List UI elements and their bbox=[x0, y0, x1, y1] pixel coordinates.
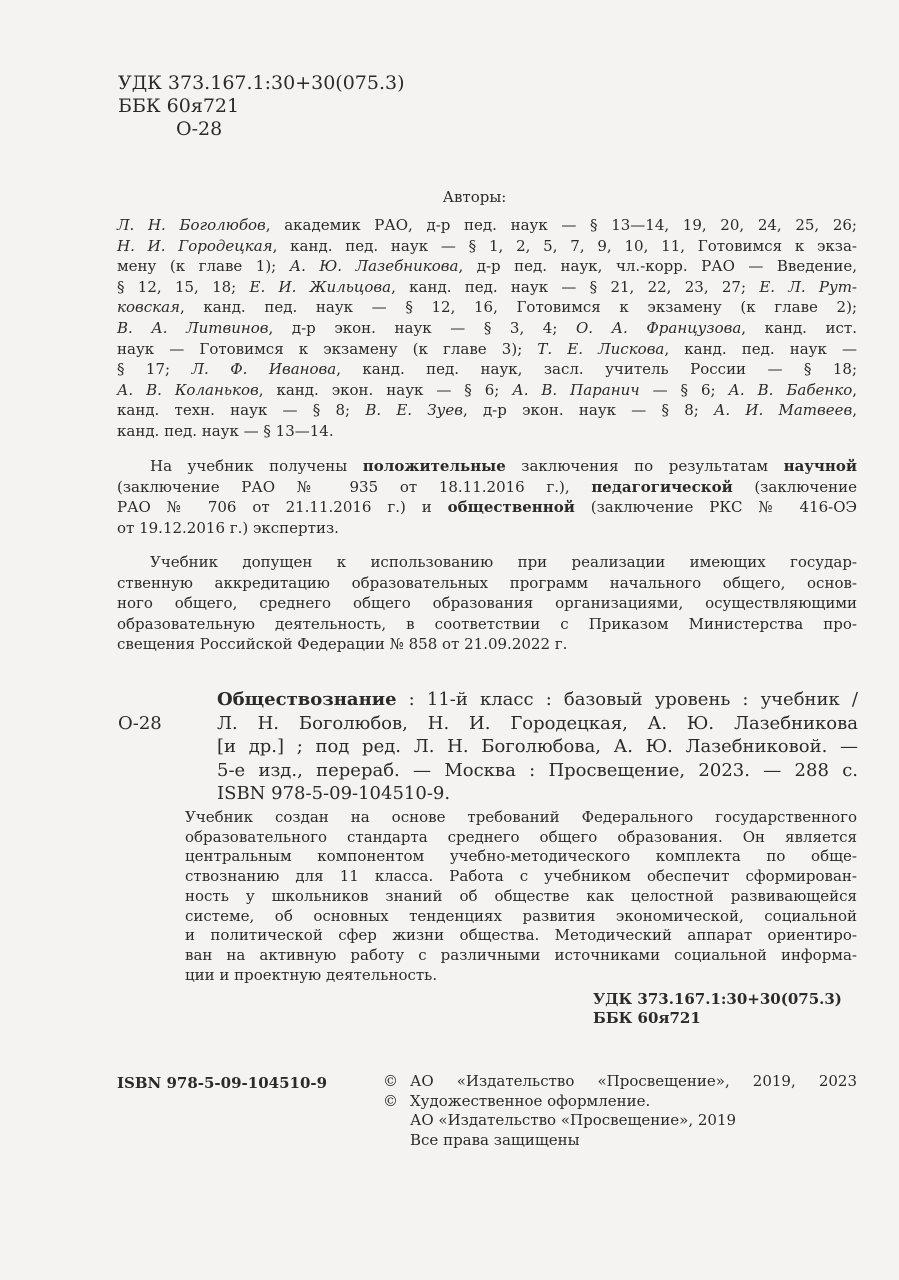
approval-line: образовательную деятельность, в соответствии с Приказом Министерства про- bbox=[117, 614, 857, 633]
text-run: Л. Н. Боголюбов, Н. И. Городецкая, А. Ю. Лазебникова bbox=[217, 712, 858, 734]
emphasis: Обществознание bbox=[217, 689, 397, 710]
catalog-description bbox=[217, 688, 858, 806]
authors-line bbox=[117, 359, 857, 380]
copyright-symbol: © bbox=[383, 1091, 398, 1110]
copyright-row-design bbox=[383, 1092, 857, 1112]
authors-line bbox=[117, 400, 857, 421]
text-run: , канд. экон. наук — § 6; bbox=[258, 380, 513, 399]
text-run: мену (к главе 1); bbox=[117, 257, 290, 276]
author-name: Т. Е. Лискова bbox=[537, 339, 665, 358]
authors-line bbox=[117, 318, 857, 339]
author-name: А. В. Коланьков bbox=[117, 380, 259, 399]
authors-line bbox=[117, 215, 857, 236]
authors-line bbox=[117, 277, 857, 298]
reviews-paragraph bbox=[117, 456, 857, 538]
emphasis: научной bbox=[783, 457, 857, 475]
text-run: , bbox=[852, 401, 857, 420]
author-name: Е. Л. Рут- bbox=[759, 277, 857, 296]
authors-line bbox=[117, 297, 857, 318]
author-name: Е. И. Жильцова bbox=[249, 277, 392, 296]
bottom-udk-code: УДК 373.167.1:30+30(075.3) bbox=[593, 990, 842, 1008]
author-name: В. Е. Зуев bbox=[365, 401, 463, 420]
author-name: Л. Ф. Иванова bbox=[191, 360, 337, 379]
reviews-line bbox=[117, 497, 857, 518]
author-name: Н. И. Городецкая bbox=[117, 236, 273, 255]
catalog-line bbox=[217, 759, 858, 783]
text-run: , канд. ист. bbox=[741, 318, 857, 337]
text-run: 5-е изд., перераб. — Москва : Просвещение, 2023. — 288 с. bbox=[217, 759, 858, 781]
text-run: § 12, 15, 18; bbox=[117, 277, 250, 296]
author-name: В. А. Литвинов bbox=[117, 318, 269, 337]
reviews-line bbox=[117, 456, 857, 477]
text-run: , академик РАО, д-р пед. наук — § 13—14, 19, 20, 24, 25, 26; bbox=[265, 216, 857, 234]
text-run: , канд. пед. наук, засл. учитель России — § 18; bbox=[336, 360, 857, 379]
authors-line bbox=[117, 339, 857, 360]
reviews-line bbox=[117, 518, 857, 539]
author-mark: О-28 bbox=[176, 118, 223, 140]
text-run: , д-р экон. наук — § 3, 4; bbox=[268, 318, 576, 337]
authors-line bbox=[117, 256, 857, 277]
text-run: заключения по результатам bbox=[505, 457, 784, 475]
text-run: [и др.] ; под ред. Л. Н. Боголюбова, А. Ю. Лазебниковой. — bbox=[217, 736, 858, 757]
text-run: : 11-й класс : базовый уровень : учебник / bbox=[396, 689, 858, 710]
copyright-publisher: АО «Издательство «Просвещение», 2019, 2023 bbox=[410, 1072, 857, 1090]
catalog-line bbox=[217, 712, 858, 736]
text-run: (заключение bbox=[732, 477, 857, 496]
udk-code: УДК 373.167.1:30+30(075.3) bbox=[118, 72, 405, 94]
text-run: канд. пед. наук — § 13—14. bbox=[117, 421, 334, 440]
approval-line: Учебник допущен к использованию при реализации имеющих государ- bbox=[150, 553, 857, 571]
bbk-code: ББК 60я721 bbox=[118, 95, 240, 117]
author-name: А. Ю. Лазебникова bbox=[289, 257, 459, 276]
emphasis: педагогической bbox=[591, 477, 733, 496]
text-run: от 19.12.2016 г.) экспертиз. bbox=[117, 518, 339, 537]
text-run: , канд. пед. наук — bbox=[664, 339, 857, 358]
copyright-row-rights bbox=[383, 1131, 857, 1151]
text-run: (заключение РАО № 935 от 18.11.2016 г.), bbox=[117, 477, 592, 496]
catalog-entry bbox=[118, 688, 858, 806]
authors-line bbox=[117, 236, 857, 257]
approval-line: ственную аккредитацию образовательных программ начального общего, основ- bbox=[117, 573, 857, 592]
text-run: канд. техн. наук — § 8; bbox=[117, 401, 366, 420]
abstract-line: ность у школьников знаний об обществе как целостной развивающейся bbox=[185, 886, 857, 905]
abstract-line: и политической сфер жизни общества. Методический аппарат ориентиро- bbox=[185, 926, 857, 945]
bottom-bbk-code: ББК 60я721 bbox=[593, 1009, 701, 1027]
text-run: , канд. пед. наук — § 21, 22, 23, 27; bbox=[391, 277, 760, 296]
text-run: , bbox=[852, 380, 858, 399]
text-run: На учебник получены bbox=[150, 457, 363, 475]
copyright-design-title: Художественное оформление. bbox=[410, 1091, 651, 1110]
abstract-paragraph bbox=[185, 808, 857, 985]
text-run: — § 6; bbox=[639, 380, 729, 399]
text-run: , д-р экон. наук — § 8; bbox=[462, 401, 715, 420]
copyright-rights: Все права защищены bbox=[410, 1130, 580, 1149]
catalog-line bbox=[217, 688, 858, 712]
abstract-line: системе, об основных тенденциях развития экономической, социальной bbox=[185, 906, 857, 925]
authors-line bbox=[117, 380, 857, 401]
approval-line: ного общего, среднего общего образования организациями, осуществляющими bbox=[117, 594, 857, 613]
author-name: А. В. Паранич bbox=[512, 380, 640, 399]
catalog-author-mark: О-28 bbox=[118, 712, 162, 734]
text-run: ISBN 978-5-09-104510-9. bbox=[217, 783, 451, 804]
abstract-line: ствознанию для 11 класса. Работа с учебником обеспечит сформирован- bbox=[185, 867, 857, 886]
catalog-line bbox=[217, 735, 858, 759]
isbn-number: ISBN 978-5-09-104510-9 bbox=[117, 1074, 328, 1092]
abstract-line: Учебник создан на основе требований Федерального государственного bbox=[185, 808, 857, 826]
abstract-line: центральным компонентом учебно-методического комплекта по обще- bbox=[185, 847, 857, 866]
text-run: (заключение РКС № 416-ОЭ bbox=[574, 498, 857, 517]
authors-heading: Авторы: bbox=[442, 188, 507, 206]
author-name: А. В. Бабенко bbox=[728, 380, 853, 399]
approval-paragraph bbox=[117, 552, 857, 655]
author-name: О. А. Французова bbox=[575, 318, 742, 337]
text-run: РАО № 706 от 21.11.2016 г.) и bbox=[117, 498, 448, 517]
copyright-design-publisher: АО «Издательство «Просвещение», 2019 bbox=[410, 1111, 737, 1129]
text-run: , д-р пед. наук, чл.-корр. РАО — Введение, bbox=[458, 257, 857, 276]
emphasis: общественной bbox=[447, 498, 575, 517]
abstract-line: ции и проектную деятельность. bbox=[185, 965, 438, 984]
author-name: Л. Н. Боголюбов bbox=[117, 216, 266, 234]
author-name: А. И. Матвеев bbox=[714, 401, 853, 420]
text-run: , канд. пед. наук — § 1, 2, 5, 7, 9, 10, 11, Готовимся к экза- bbox=[272, 236, 857, 255]
text-run: , канд. пед. наук — § 12, 16, Готовимся к экзамену (к главе 2); bbox=[179, 298, 857, 317]
approval-line: свещения Российской Федерации № 858 от 21.09.2022 г. bbox=[117, 635, 568, 654]
copyright-row-publisher bbox=[383, 1072, 857, 1092]
reviews-line bbox=[117, 477, 857, 498]
bottom-classification-block bbox=[593, 990, 842, 1028]
catalog-line bbox=[217, 782, 858, 806]
authors-line bbox=[117, 421, 857, 442]
copyright-block bbox=[383, 1072, 857, 1150]
author-name: ковская bbox=[117, 298, 180, 317]
authors-list bbox=[117, 215, 857, 442]
emphasis: положительные bbox=[362, 457, 506, 475]
abstract-line: ван на активную работу с различными источниками социальной информа- bbox=[185, 945, 857, 964]
text-run: наук — Готовимся к экзамену (к главе 3); bbox=[117, 339, 538, 358]
copyright-symbol: © bbox=[383, 1072, 398, 1090]
abstract-line: образовательного стандарта среднего общего образования. Он является bbox=[185, 827, 857, 846]
text-run: § 17; bbox=[117, 360, 192, 379]
copyright-row-design-publisher bbox=[383, 1111, 857, 1131]
classification-block bbox=[118, 72, 405, 141]
